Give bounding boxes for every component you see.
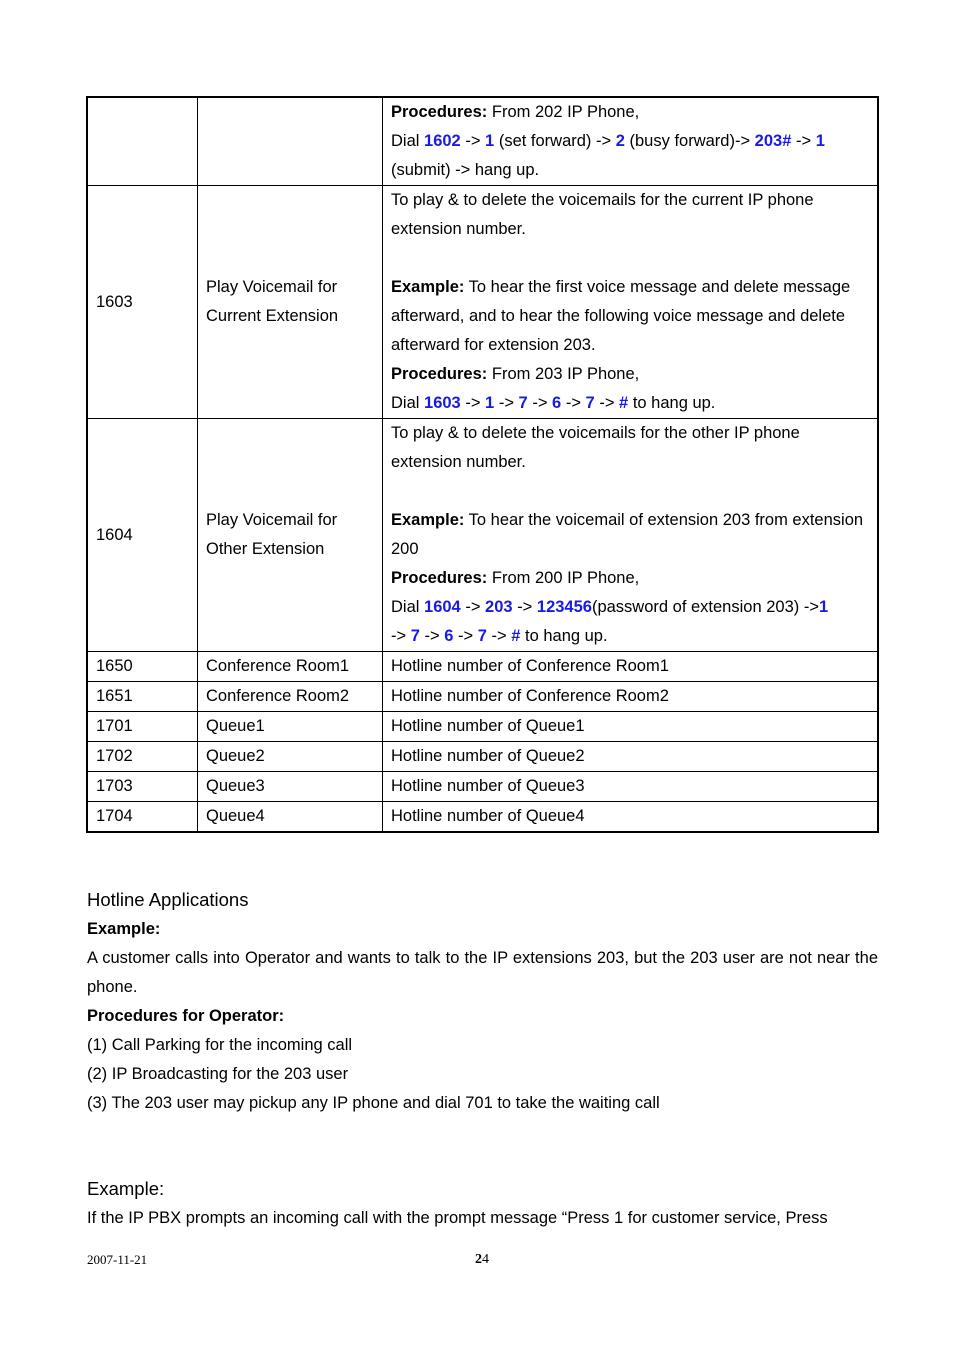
table-row bbox=[87, 97, 878, 186]
procedures-label: Procedures: bbox=[391, 569, 488, 587]
code-cell: 1701 bbox=[87, 712, 198, 742]
example-label: Example: bbox=[391, 278, 465, 296]
table-row bbox=[87, 742, 878, 772]
code-cell: 1650 bbox=[87, 652, 198, 682]
description-cell: Hotline number of Queue3 bbox=[383, 772, 879, 802]
code-cell: 1603 bbox=[87, 186, 198, 419]
footer-date: 2007-11-21 bbox=[87, 1252, 148, 1267]
description-cell: Procedures: From 202 IP Phone, Dial 1602 -> 1 (set forward) -> 2 (busy forward)-> 203# -> 1 (submit) -> hang up. bbox=[383, 97, 879, 186]
dial-sequence: Dial 1604 -> 203 -> 123456(password of extension 203) ->1 -> 7 -> 6 -> 7 -> # to hang up. bbox=[391, 598, 829, 645]
example-text: A customer calls into Operator and wants to talk to the IP extensions 203, but the 203 user are not near the phone. bbox=[87, 949, 878, 996]
name-cell: Conference Room2 bbox=[198, 682, 383, 712]
dial-sequence: Dial 1602 -> 1 (set forward) -> 2 (busy forward)-> 203# -> 1 bbox=[391, 132, 825, 150]
code-cell: 1604 bbox=[87, 419, 198, 652]
list-item: (1) Call Parking for the incoming call bbox=[87, 1036, 353, 1054]
list-item: (2) IP Broadcasting for the 203 user bbox=[87, 1065, 349, 1083]
description-cell: To play & to delete the voicemails for the other IP phone extension number. Example: To hear the voicemail of extension 203 from extension 200 Procedures: From 200 IP Phone, Dial 1604 -> 203 -> 123456(password of extension 203) ->1 -> 7 -> 6 -> 7 -> # to hang up. bbox=[383, 419, 879, 652]
code-cell: 1704 bbox=[87, 802, 198, 833]
procedures-label: Procedures for Operator: bbox=[87, 1007, 285, 1025]
example-heading: Example: bbox=[87, 1178, 165, 1199]
description-cell: Hotline number of Conference Room2 bbox=[383, 682, 879, 712]
hotline-section bbox=[87, 885, 878, 1118]
description-cell: Hotline number of Queue4 bbox=[383, 802, 879, 833]
name-cell: Queue3 bbox=[198, 772, 383, 802]
table-row bbox=[87, 712, 878, 742]
name-cell: Play Voicemail for Current Extension bbox=[198, 186, 383, 419]
code-cell: 1651 bbox=[87, 682, 198, 712]
code-cell: 1703 bbox=[87, 772, 198, 802]
page-number: 24 bbox=[475, 1252, 489, 1267]
name-cell: Queue2 bbox=[198, 742, 383, 772]
table-row bbox=[87, 652, 878, 682]
table-row bbox=[87, 682, 878, 712]
table-row bbox=[87, 186, 878, 419]
description-cell: Hotline number of Conference Room1 bbox=[383, 652, 879, 682]
dial-sequence: Dial 1603 -> 1 -> 7 -> 6 -> 7 -> # to hang up. bbox=[391, 394, 716, 412]
table-row bbox=[87, 802, 878, 833]
table-row bbox=[87, 772, 878, 802]
procedures-label: Procedures: bbox=[391, 103, 488, 121]
name-cell: Conference Room1 bbox=[198, 652, 383, 682]
hotline-heading: Hotline Applications bbox=[87, 889, 249, 910]
list-item: (3) The 203 user may pickup any IP phone and dial 701 to take the waiting call bbox=[87, 1094, 660, 1112]
description-cell: Hotline number of Queue1 bbox=[383, 712, 879, 742]
procedures-label: Procedures: bbox=[391, 365, 488, 383]
description-cell: Hotline number of Queue2 bbox=[383, 742, 879, 772]
table-row bbox=[87, 419, 878, 652]
feature-code-table bbox=[86, 96, 879, 833]
example-label: Example: bbox=[87, 920, 161, 938]
description-cell: To play & to delete the voicemails for the current IP phone extension number. Example: To hear the first voice message and delete message afterward, and to hear the following voice message and delete afterward for extension 203. Procedures: From 203 IP Phone, Dial 1603 -> 1 -> 7 -> 6 -> 7 -> # to hang up. bbox=[383, 186, 879, 419]
name-cell: Play Voicemail for Other Extension bbox=[198, 419, 383, 652]
code-cell: 1702 bbox=[87, 742, 198, 772]
example-section bbox=[87, 1174, 878, 1233]
name-cell bbox=[198, 97, 383, 186]
example-label: Example: bbox=[391, 511, 465, 529]
name-cell: Queue4 bbox=[198, 802, 383, 833]
example-text: If the IP PBX prompts an incoming call with the prompt message “Press 1 for customer service, Press bbox=[87, 1209, 828, 1227]
code-cell bbox=[87, 97, 198, 186]
name-cell: Queue1 bbox=[198, 712, 383, 742]
